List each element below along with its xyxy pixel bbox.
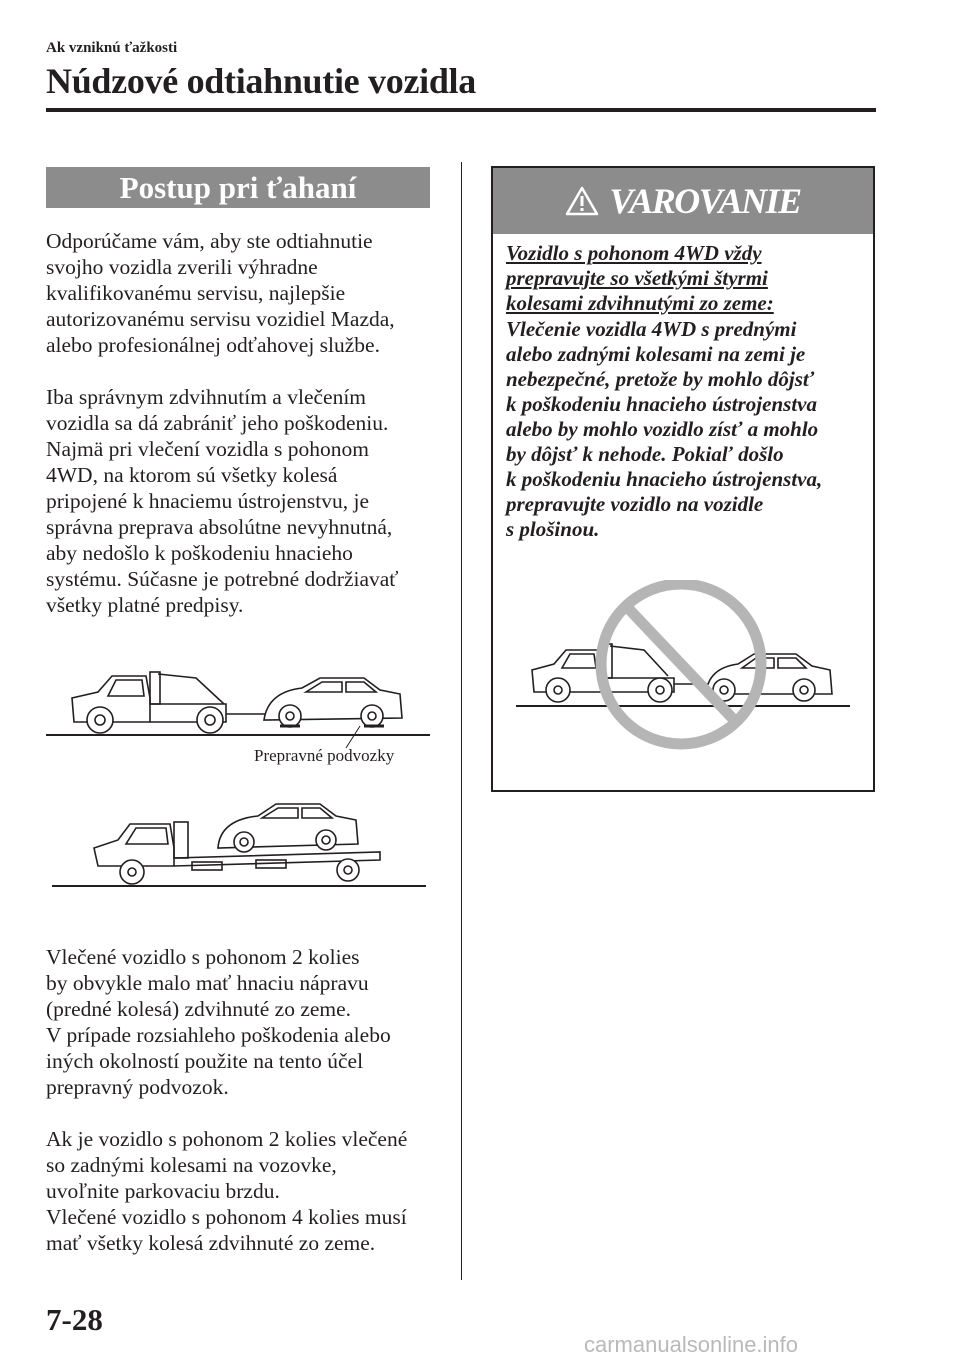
section-banner: Postup pri ťahaní xyxy=(46,167,430,208)
prohibition-slash xyxy=(626,606,736,722)
warning-triangle-icon xyxy=(565,186,599,216)
page-title: Núdzové odtiahnutie vozidla xyxy=(46,61,476,101)
paragraph-4wd-towing: Vlečené vozidlo s pohonom 4 kolies musí mať všetky kolesá zdvihnuté zo zeme. xyxy=(46,1205,407,1255)
watermark: carmanualsonline.info xyxy=(584,1332,799,1357)
paragraph-parking-brake: Ak je vozidlo s pohonom 2 kolies vlečené so zadnými kolesami na vozovke, uvoľnite parkovaciu brzdu. xyxy=(46,1127,408,1203)
figure-caption: Prepravné podvozky xyxy=(254,746,395,765)
page-number: 7-28 xyxy=(46,1302,103,1337)
paragraph-proper-lifting: Iba správnym zdvihnutím a vlečením vozidla sa dá zabrániť jeho poškodeniu. Najmä pri vlečení vozidla s pohonom 4WD, na ktorom sú všetky kolesá pripojené k hnaciemu ústrojenstvu, je správna preprava absolútne nevyhnutná, aby nedošlo k poškodeniu hnacieho systému. Súčasne je potrebné dodržiavať všetky platné predpisy. xyxy=(46,385,399,617)
warning-title: VAROVANIE xyxy=(609,181,801,221)
warning-header xyxy=(493,168,873,234)
flatbed-truck-illustration xyxy=(46,800,430,892)
running-head: Ak vzniknú ťažkosti xyxy=(46,40,178,56)
warning-lead: Vozidlo s pohonom 4WD vždy prepravujte so všetkými štyrmi kolesami zdvihnutými zo zeme: xyxy=(506,241,774,315)
warning-text: Vlečenie vozidla 4WD s prednými alebo zadnými kolesami na zemi je nebezpečné, pretože by mohlo dôjsť k poškodeniu hnacieho ústrojenstva alebo by mohlo vozidlo zísť a mohlo by dôjsť k nehode. Pokiaľ došlo k poškodeniu hnacieho ústrojenstva, prepravujte vozidlo na vozidle s plošinou. xyxy=(506,317,823,541)
title-rule xyxy=(46,108,876,112)
column-divider xyxy=(461,162,462,1280)
prohibited-towing-illustration xyxy=(514,580,854,750)
paragraph-2wd-towing: Vlečené vozidlo s pohonom 2 kolies by obvykle malo mať hnaciu nápravu (predné kolesá) zdvihnuté zo zeme. V prípade rozsiahleho poškodenia alebo iných okolností použite na tento účel prepravný podvozok. xyxy=(46,945,391,1099)
paragraph-intro: Odporúčame vám, aby ste odtiahnutie svojho vozidla zverili výhradne kvalifikovanému servisu, najlepšie autorizovanému servisu vozidiel Mazda, alebo profesionálnej odťahovej službe. xyxy=(46,229,395,357)
